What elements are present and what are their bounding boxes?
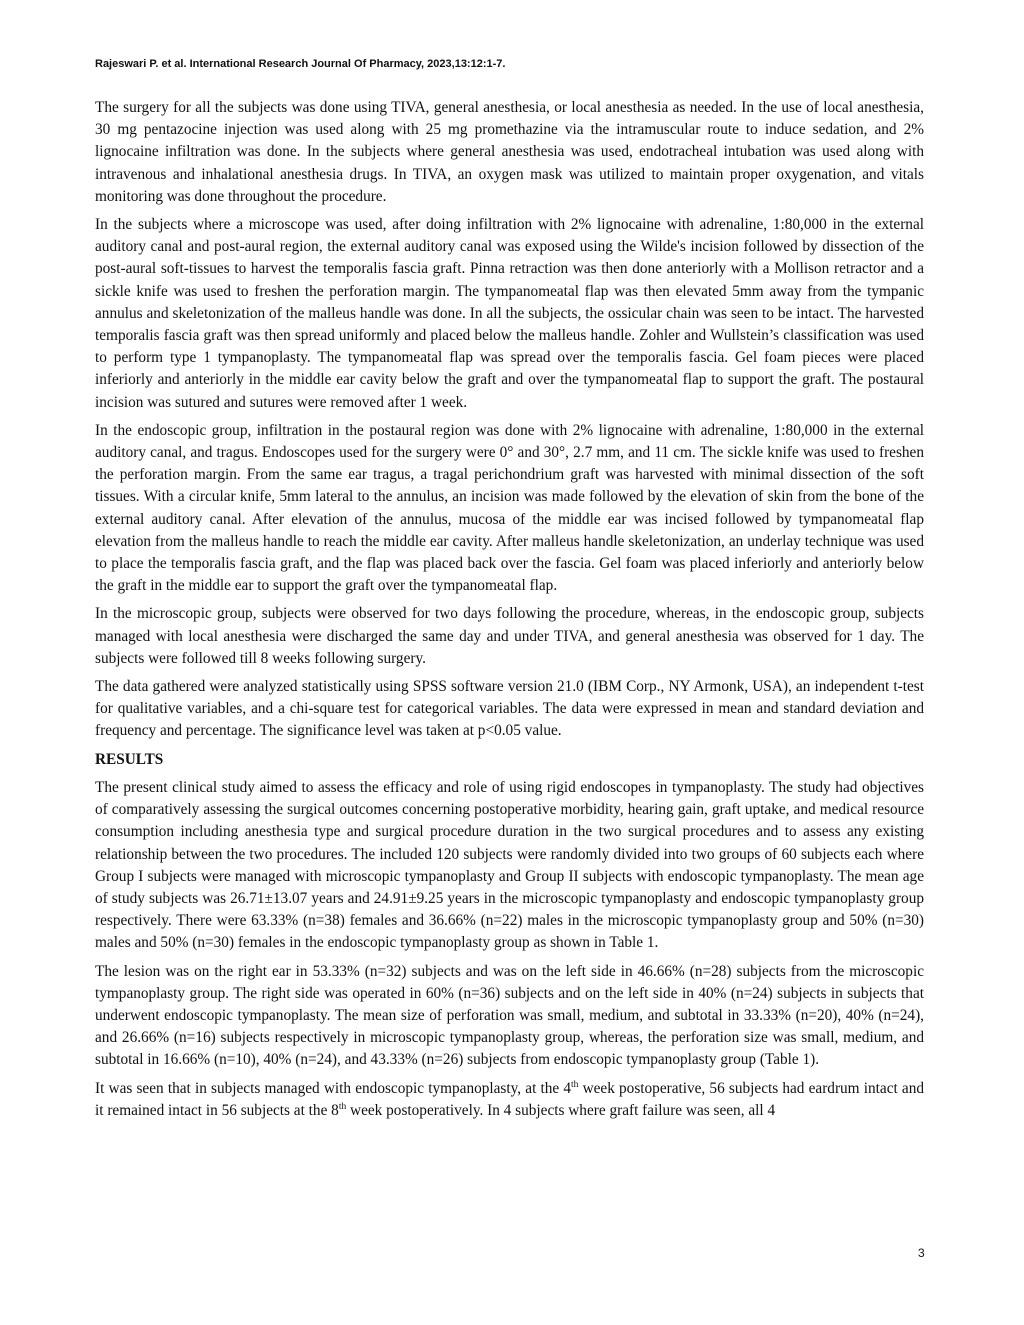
- graft-outcome-text-2: week postoperative, 56 subjects had eardrum intact and it remained intact in 56 subjects at the 8: [95, 1079, 924, 1119]
- section-heading-results: RESULTS: [95, 750, 164, 768]
- ordinal-suffix: th: [571, 1079, 579, 1090]
- paragraph-anesthesia: The surgery for all the subjects was done using TIVA, general anesthesia, or local anesthesia as needed. In the use of local anesthesia, 30 mg pentazocine injection was used along with 25 mg promethazine via the intramuscular route to induce sedation, and 2% lignocaine infiltration was done. In the subjects where general anesthesia was used, endotracheal intubation was used along with intravenous and inhalational anesthesia drugs. In TIVA, an oxygen mask was utilized to maintain proper oxygenation, and vitals monitoring was done throughout the procedure.: [95, 99, 924, 205]
- paragraph-lesion-side: The lesion was on the right ear in 53.33% (n=32) subjects and was on the left side in 46.66% (n=28) subjects from the microscopic tympanoplasty group. The right side was operated in 60% (n=36) subjects and on the left side in 40% (n=24) subjects in subjects that underwent endoscopic tympanoplasty. The mean size of perforation was small, medium, and subtotal in 33.33% (n=20), 40% (n=24), and 26.66% (n=16) subjects respectively in microscopic tympanoplasty group, whereas, the perforation size was small, medium, and subtotal in 16.66% (n=10), 40% (n=24), and 43.33% (n=26) subjects from endoscopic tympanoplasty group (Table 1).: [95, 962, 924, 1069]
- paragraph-results-overview: The present clinical study aimed to assess the efficacy and role of using rigid endoscopes in tympanoplasty. The study had objectives of comparatively assessing the surgical outcomes concerning postoperative morbidity, hearing gain, graft uptake, and medical resource consumption including anesthesia type and surgical procedure duration in the two surgical procedures and to assess any existing relationship between the two procedures. The included 120 subjects were randomly divided into two groups of 60 subjects each where Group I subjects were managed with microscopic tympanoplasty and Group II subjects with endoscopic tympanoplasty. The mean age of study subjects was 26.71±13.07 years and 24.91±9.25 years in the microscopic tympanoplasty and endoscopic tympanoplasty group respectively. There were 63.33% (n=38) females and 36.66% (n=22) males in the microscopic tympanoplasty group and 50% (n=30) males and 50% (n=30) females in the endoscopic tympanoplasty group as shown in Table 1.: [95, 778, 924, 952]
- ordinal-suffix: th: [338, 1101, 347, 1112]
- running-header: Rajeswari P. et al. International Research Journal Of Pharmacy, 2023,13:12:1-7.: [95, 58, 506, 70]
- graft-outcome-text-1: It was seen that in subjects managed with endoscopic tympanoplasty, at the 4: [95, 1079, 572, 1097]
- paragraph-statistics: The data gathered were analyzed statistically using SPSS software version 21.0 (IBM Corp., NY Armonk, USA), an independent t-test for qualitative variables, and a chi-square test for categorical variables. The data were expressed in mean and standard deviation and frequency and percentage. The significance level was taken at p<0.05 value.: [95, 678, 924, 740]
- paragraph-endoscopic-procedure: In the endoscopic group, infiltration in the postaural region was done with 2% lignocaine with adrenaline, 1:80,000 in the external auditory canal, and tragus. Endoscopes used for the surgery were 0° and 30°, 2.7 mm, and 11 cm. The sickle knife was used to freshen the perforation margin. From the same ear tragus, a tragal perichondrium graft was harvested with minimal dissection of the soft tissues. With a circular knife, 5mm lateral to the annulus, an incision was made followed by the elevation of skin from the bone of the external auditory canal. After elevation of the annulus, mucosa of the middle ear was incised followed by tympanomeatal flap elevation from the malleus handle to reach the middle ear cavity. After malleus handle skeletonization, an underlay technique was used to place the temporalis fascia graft, and the flap was placed back over the fascia. Gel foam was placed inferiorly and anteriorly below the graft in the middle ear to support the graft over the tympanomeatal flap.: [95, 421, 924, 595]
- paragraph-microscopic-procedure: In the subjects where a microscope was used, after doing infiltration with 2% lignocaine with adrenaline, 1:80,000 in the external auditory canal and post-aural region, the external auditory canal was exposed using the Wilde's incision followed by dissection of the post-aural soft-tissues to harvest the temporalis fascia graft. Pinna retraction was then done anteriorly with a Mollison retractor and a sickle knife was used to freshen the perforation margin. The tympanomeatal flap was then elevated 5mm away from the tympanic annulus and skeletonization of the malleus handle was done. In all the subjects, the ossicular chain was seen to be intact. The harvested temporalis fascia graft was then spread uniformly and placed below the malleus handle. Zohler and Wullstein’s classification was used to perform type 1 tympanoplasty. The tympanomeatal flap was spread over the temporalis fascia. Gel foam pieces were placed inferiorly and anteriorly in the middle ear cavity below the graft and over the tympanomeatal flap to support the graft. The postaural incision was sutured and sutures were removed after 1 week.: [95, 216, 924, 411]
- page-number: 3: [918, 1246, 925, 1260]
- paragraph-graft-outcome: [95, 1078, 924, 1122]
- paragraph-follow-up: In the microscopic group, subjects were observed for two days following the procedure, whereas, in the endoscopic group, subjects managed with local anesthesia were discharged the same day and under TIVA, and general anesthesia was observed for 1 day. The subjects were followed till 8 weeks following surgery.: [95, 605, 924, 667]
- graft-outcome-text-3: week postoperatively. In 4 subjects where graft failure was seen, all 4: [346, 1101, 776, 1119]
- body-text: [95, 97, 924, 1128]
